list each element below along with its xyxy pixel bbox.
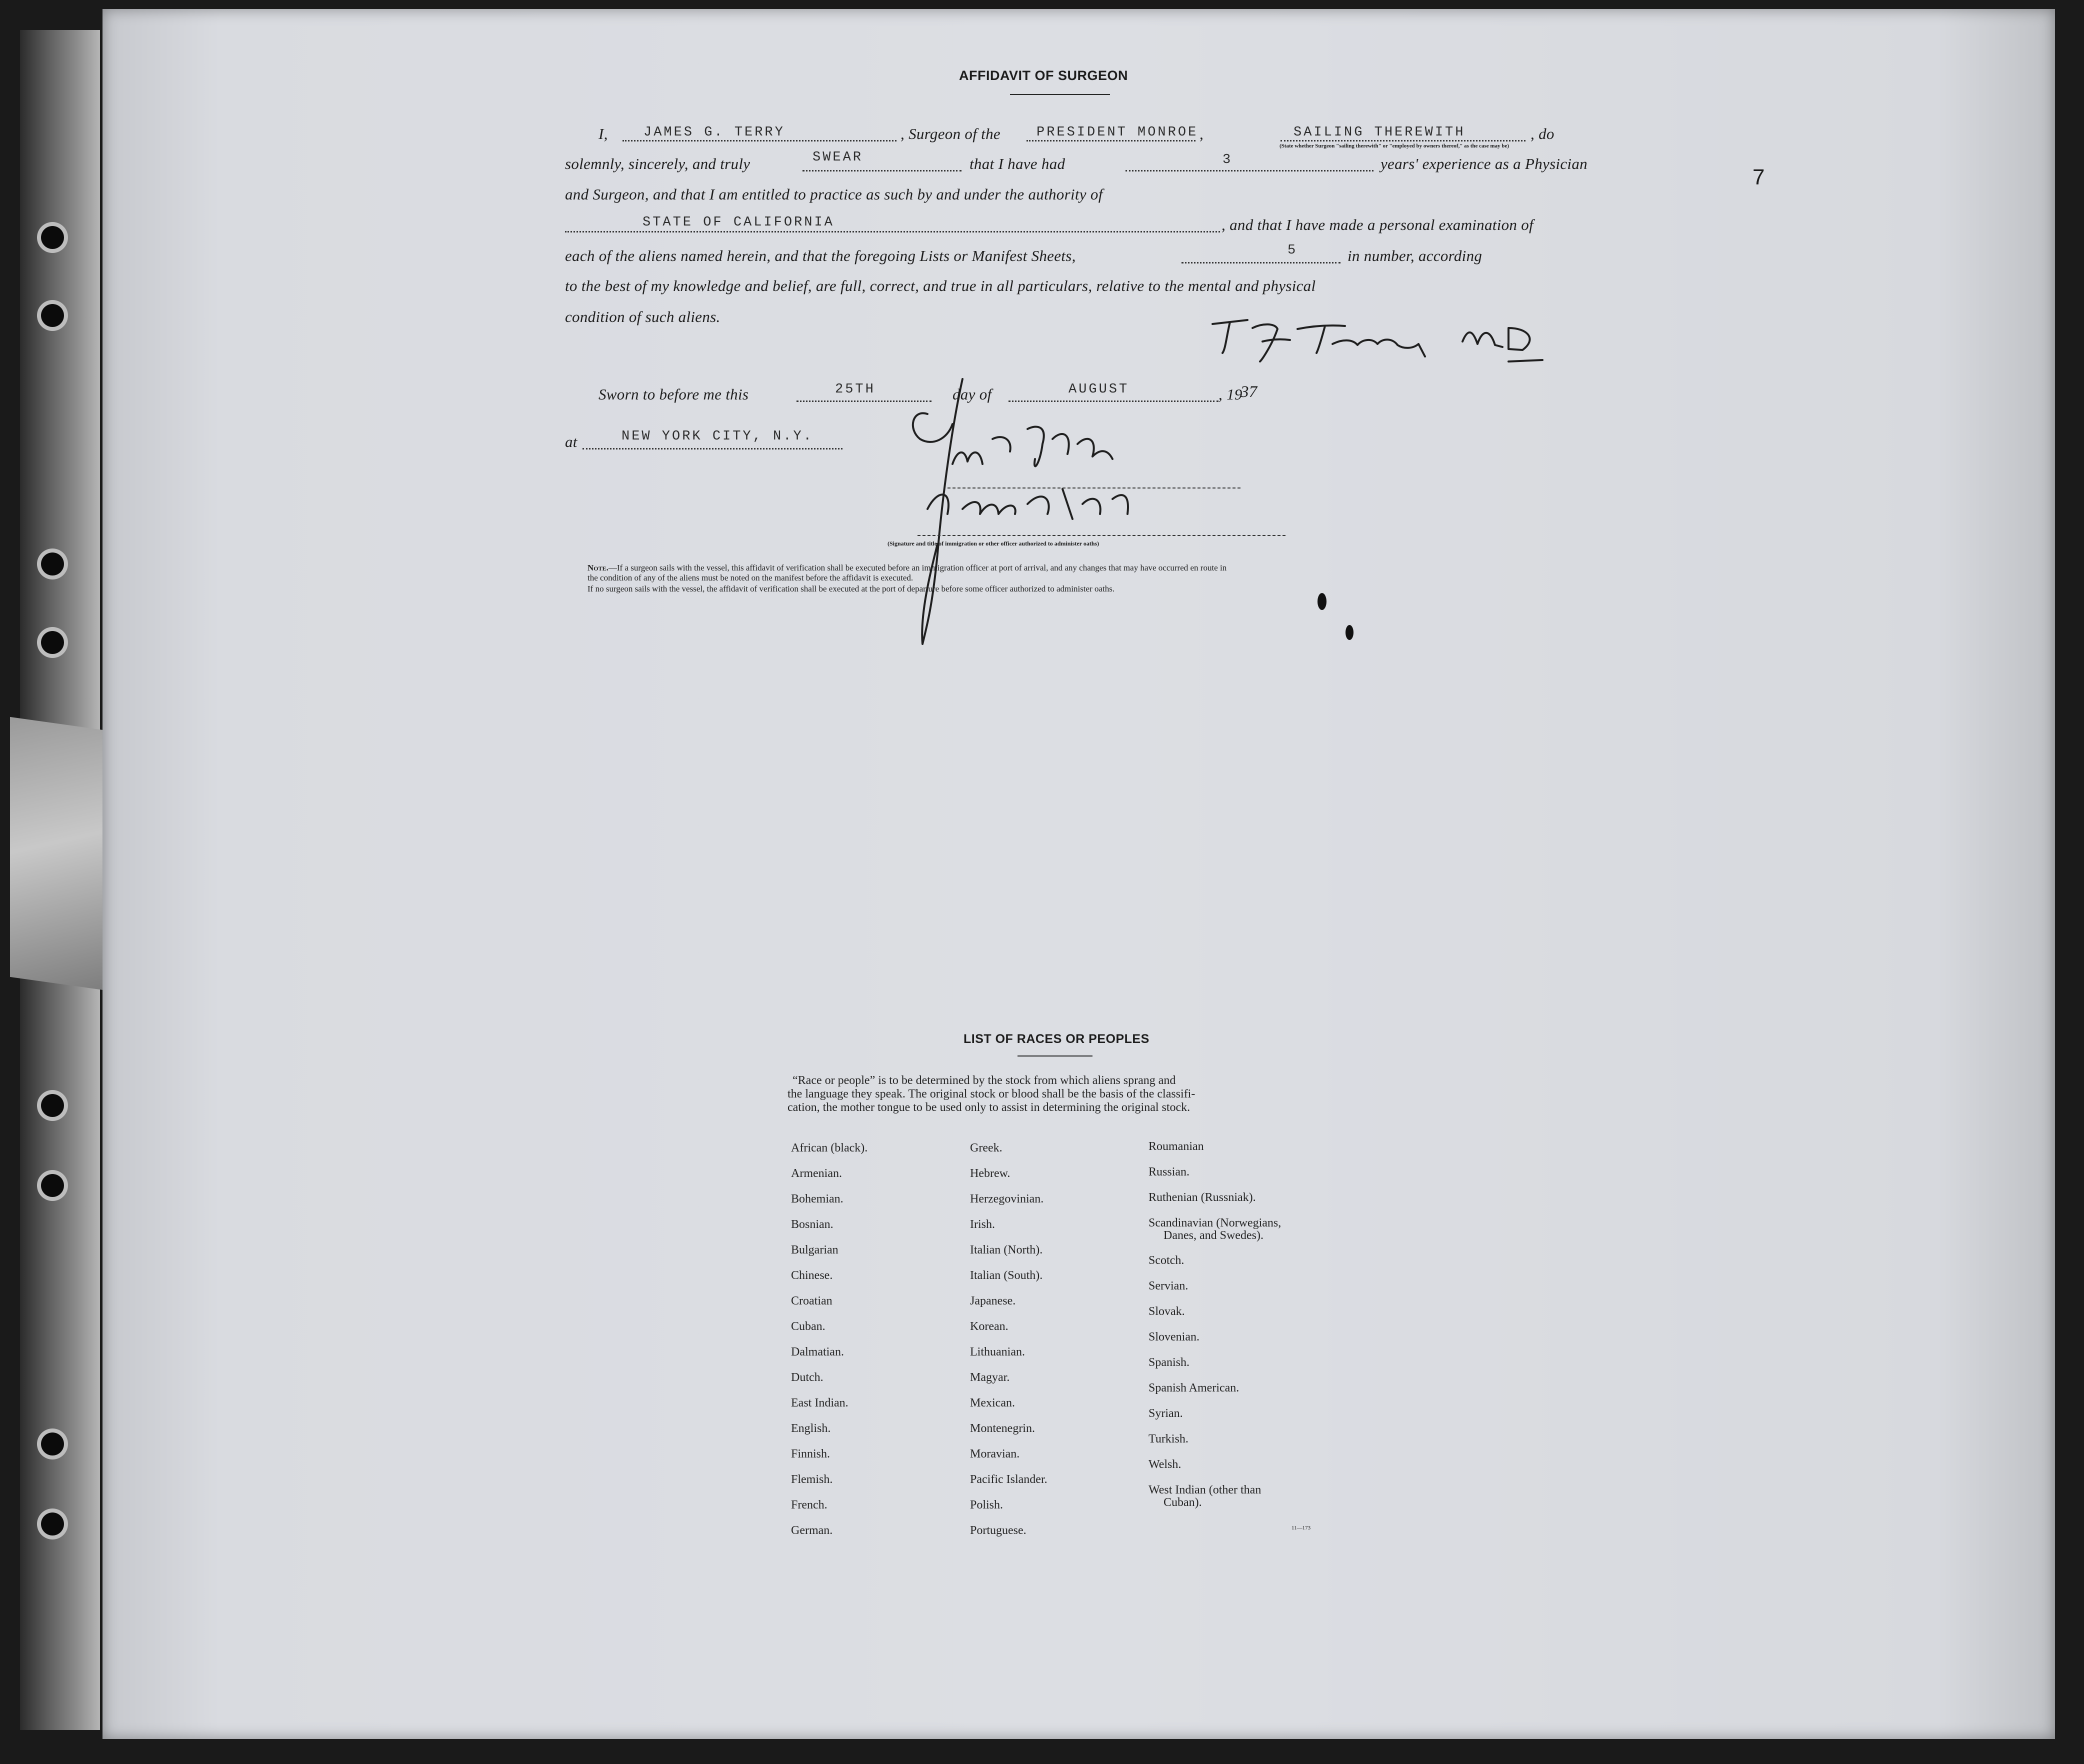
- capacity-note: (State whether Surgeon "sailing therewith" or "employed by owners thereof," as the case may be): [1280, 143, 1509, 149]
- surgeon-signature-text: [1232, 359, 1236, 360]
- note-label: Note.: [588, 563, 608, 572]
- sworn-mid: day of: [952, 386, 992, 403]
- race-col1-item: English.: [791, 1422, 831, 1435]
- race-col3-item: West Indian (other than: [1148, 1484, 1262, 1496]
- race-col1-item: Croatian: [791, 1294, 832, 1308]
- title-rule: [1010, 94, 1110, 95]
- affidavit-line5-pre: each of the aliens named herein, and that the foregoing Lists or Manifest Sheets,: [565, 247, 1076, 264]
- punch-hole: [41, 1094, 64, 1117]
- officer-signature-text: [952, 459, 956, 460]
- race-col2-item: Mexican.: [970, 1396, 1015, 1410]
- race-col3-item: Cuban).: [1164, 1496, 1202, 1509]
- note-line1: [588, 563, 1226, 573]
- sheets-line: [1182, 262, 1340, 264]
- affidavit-line4-post: , and that I have made a personal examination of: [1222, 216, 1534, 234]
- race-col1-item: Cuban.: [791, 1320, 826, 1333]
- race-col3-item: Syrian.: [1148, 1407, 1183, 1420]
- officer-caption: (Signature and title of immigration or other officer authorized to administer oaths): [888, 540, 1100, 547]
- race-col3-item: Slovenian.: [1148, 1330, 1200, 1344]
- race-col1-item: Dutch.: [791, 1371, 824, 1384]
- sworn-year-suffix: 37: [1240, 383, 1258, 401]
- race-col3-item: Servian.: [1148, 1280, 1188, 1292]
- affidavit-line1-mid: , Surgeon of the: [900, 125, 1000, 142]
- authority-value: STATE OF CALIFORNIA: [642, 215, 834, 230]
- race-col2-item: Magyar.: [970, 1371, 1010, 1384]
- affidavit-line2-pre: solemnly, sincerely, and truly: [565, 155, 750, 172]
- race-col3-item: Danes, and Swedes).: [1164, 1229, 1264, 1242]
- sworn-day: 25TH: [835, 382, 876, 397]
- race-col1-item: Bulgarian: [791, 1244, 838, 1256]
- race-col3-item: Scotch.: [1148, 1254, 1184, 1267]
- vessel-value: PRESIDENT MONROE: [1036, 125, 1198, 140]
- race-col1-item: Dalmatian.: [791, 1346, 844, 1358]
- race-col2-item: Portuguese.: [970, 1524, 1026, 1537]
- race-col3-item: Ruthenian (Russniak).: [1148, 1191, 1256, 1204]
- races-intro-3: cation, the mother tongue to be used only to assist in determining the original stock.: [788, 1101, 1190, 1114]
- capacity-value: SAILING THEREWITH: [1294, 125, 1466, 140]
- punch-hole: [41, 1174, 64, 1197]
- race-col2-item: Italian (South).: [970, 1269, 1043, 1282]
- affidavit-line3: and Surgeon, and that I am entitled to practice as such by and under the authority of: [565, 186, 1103, 203]
- officer-signature: [812, 364, 1132, 664]
- race-col1-item: Bohemian.: [791, 1192, 844, 1206]
- authority-line: [565, 231, 1220, 232]
- punch-hole: [41, 552, 64, 576]
- affidavit-line1-post: , do: [1530, 125, 1554, 142]
- vessel-line: [1026, 140, 1196, 142]
- page-number: 7: [1752, 165, 1765, 190]
- race-col1-item: Flemish.: [791, 1473, 833, 1486]
- years-value: 3: [1222, 152, 1233, 168]
- ink-blot: [1318, 593, 1326, 610]
- sheets-value: 5: [1288, 243, 1298, 258]
- race-col3-item: Welsh.: [1148, 1458, 1182, 1471]
- sworn-pre: Sworn to before me this: [598, 386, 749, 403]
- place-line: [582, 448, 842, 450]
- race-col2-item: Greek.: [970, 1142, 1002, 1154]
- race-col2-item: Pacific Islander.: [970, 1473, 1048, 1486]
- affidavit-line2-post: years' experience as a Physician: [1380, 155, 1588, 172]
- oath-value: SWEAR: [812, 150, 864, 165]
- location-place: NEW YORK CITY, N.Y.: [622, 429, 814, 444]
- race-col3-item: Roumanian: [1148, 1140, 1204, 1153]
- surgeon-name-value: JAMES G. TERRY: [644, 125, 785, 140]
- races-intro-1: “Race or people” is to be determined by the stock from which aliens sprang and: [792, 1074, 1176, 1087]
- race-col1-item: Chinese.: [791, 1269, 833, 1282]
- location-pre: at: [565, 433, 578, 450]
- race-col3-item: Russian.: [1148, 1166, 1190, 1178]
- punch-hole: [41, 304, 64, 327]
- race-col1-item: Finnish.: [791, 1448, 830, 1460]
- race-col2-item: Irish.: [970, 1218, 995, 1231]
- race-col1-item: Armenian.: [791, 1167, 842, 1180]
- note-text-1: —If a surgeon sails with the vessel, this affidavit of verification shall be executed before an immigration officer at port of arrival, and any changes that may have occurred en route in: [608, 563, 1227, 572]
- affidavit-title: AFFIDAVIT OF SURGEON: [959, 68, 1128, 83]
- sworn-month: AUGUST: [1068, 382, 1130, 397]
- race-col2-item: Herzegovinian.: [970, 1192, 1044, 1206]
- race-col1-item: African (black).: [791, 1142, 868, 1154]
- capacity-line: [1280, 140, 1526, 142]
- affidavit-line2-mid: that I have had: [970, 155, 1066, 172]
- race-col3-item: Scandinavian (Norwegians,: [1148, 1216, 1282, 1230]
- race-col2-item: Hebrew.: [970, 1167, 1010, 1180]
- punch-hole: [41, 631, 64, 654]
- punch-hole: [41, 1512, 64, 1536]
- race-col2-item: Lithuanian.: [970, 1346, 1025, 1358]
- race-col2-item: Moravian.: [970, 1448, 1020, 1460]
- affidavit-line7: condition of such aliens.: [565, 308, 720, 326]
- affidavit-line1-pre: I,: [598, 125, 608, 142]
- race-col2-item: Japanese.: [970, 1294, 1016, 1308]
- sworn-year-prefix: , 19: [1218, 386, 1242, 403]
- surgeon-signature: [1202, 314, 1552, 369]
- punch-hole: [41, 226, 64, 249]
- race-col1-item: French.: [791, 1498, 828, 1512]
- races-intro-2: the language they speak. The original stock or blood shall be the basis of the classifi-: [788, 1088, 1196, 1100]
- race-col1-item: Bosnian.: [791, 1218, 834, 1231]
- ink-blot: [1346, 625, 1354, 640]
- race-col3-item: Turkish.: [1148, 1432, 1188, 1446]
- race-col3-item: Spanish.: [1148, 1356, 1190, 1369]
- officer-title-text: [952, 509, 956, 510]
- race-col2-item: Montenegrin.: [970, 1422, 1035, 1435]
- race-col2-item: Korean.: [970, 1320, 1008, 1333]
- race-col3-item: Spanish American.: [1148, 1382, 1240, 1394]
- affidavit-line5-post: in number, according: [1348, 247, 1482, 264]
- note-line2: the condition of any of the aliens must be noted on the manifest before the affidavit is executed.: [588, 573, 914, 582]
- surgeon-name-line: [622, 140, 896, 142]
- form-page: [102, 9, 2055, 1739]
- affidavit-line6: to the best of my knowledge and belief, are full, correct, and true in all particulars, relative to the mental and physical: [565, 277, 1316, 294]
- race-col2-item: Polish.: [970, 1498, 1004, 1512]
- punch-hole: [41, 1432, 64, 1456]
- race-col1-item: German.: [791, 1524, 833, 1537]
- note-line3: If no surgeon sails with the vessel, the affidavit of verification shall be executed at the port of departure before some officer authorized to administer oaths.: [588, 584, 1115, 594]
- races-title: LIST OF RACES OR PEOPLES: [964, 1032, 1150, 1046]
- oath-line: [802, 170, 962, 172]
- form-number: 11—173: [1292, 1525, 1311, 1531]
- race-col3-item: Slovak.: [1148, 1305, 1185, 1318]
- officer-title-line: [918, 535, 1288, 536]
- race-col2-item: Italian (North).: [970, 1244, 1043, 1256]
- comma: ,: [1200, 125, 1204, 142]
- race-col1-item: East Indian.: [791, 1396, 848, 1410]
- years-line: [1126, 170, 1374, 172]
